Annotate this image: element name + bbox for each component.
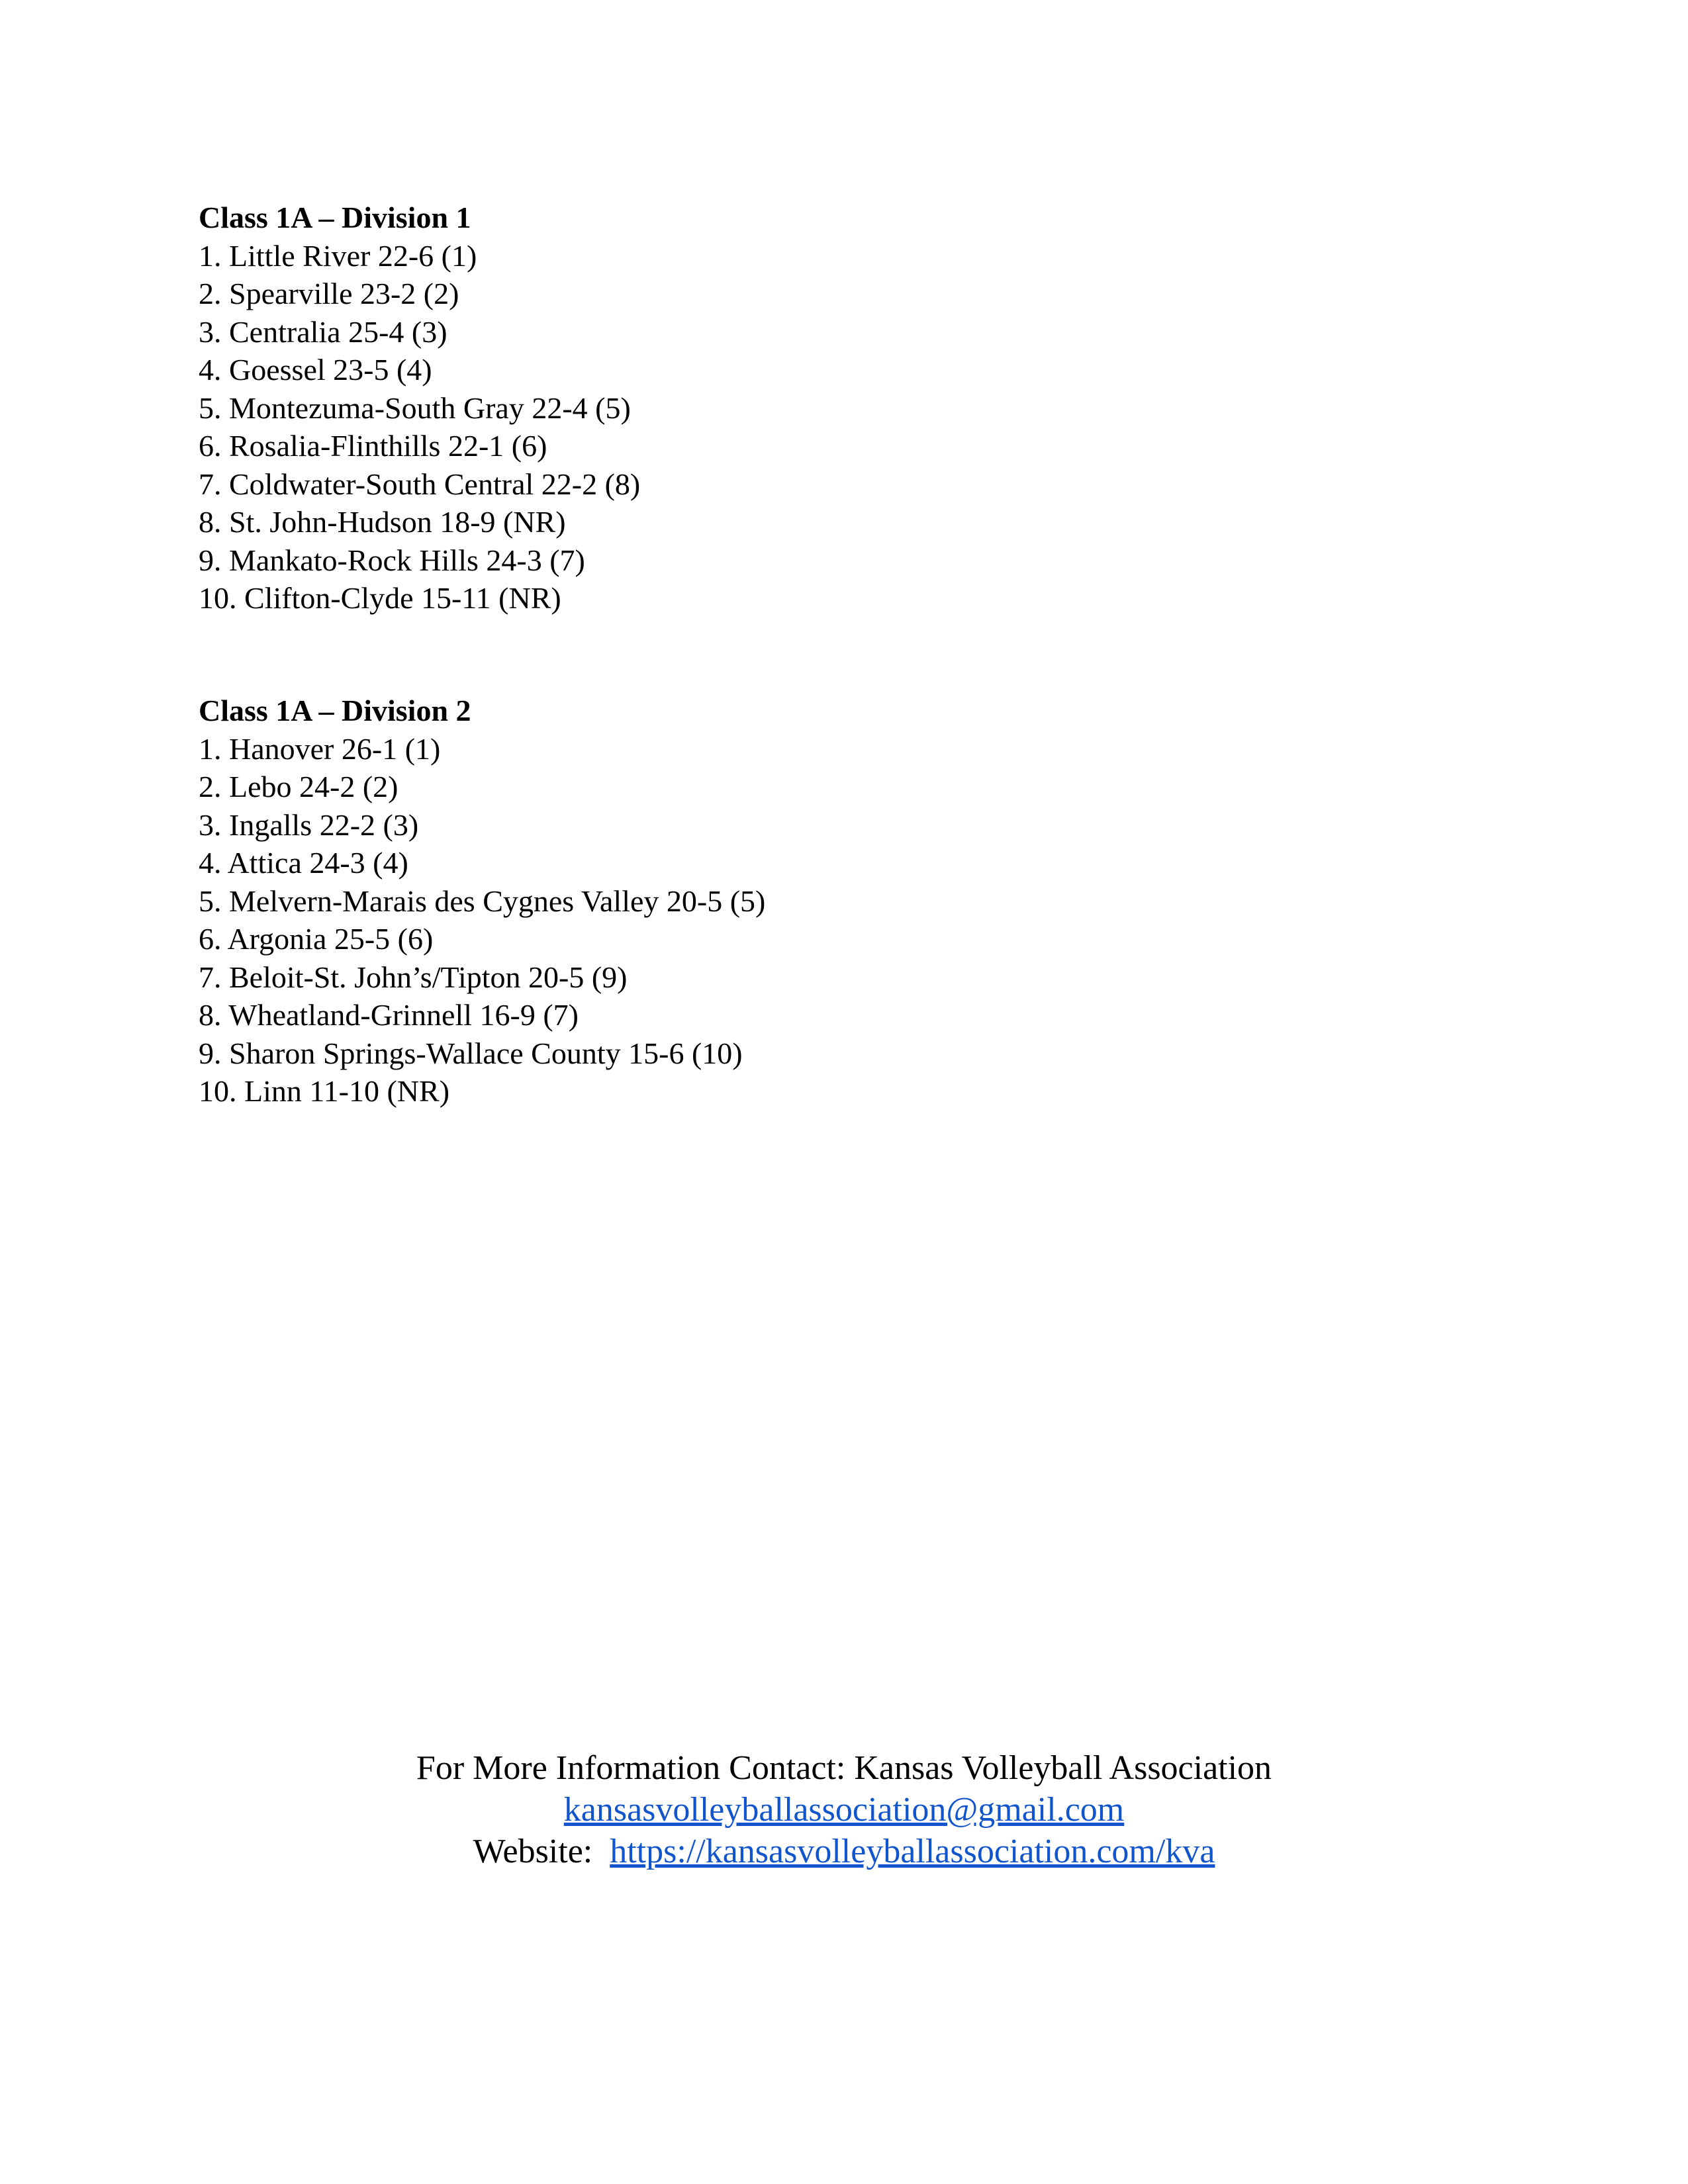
division-heading: Class 1A – Division 1 [199,201,471,234]
website-label: Website: [473,1833,610,1870]
ranking-item: 3. Ingalls 22-2 (3) [199,807,419,842]
contact-footer [0,1747,1688,1872]
ranking-item: 2. Lebo 24-2 (2) [199,770,399,803]
division-1-section [199,199,640,617]
ranking-item: 1. Hanover 26-1 (1) [199,731,441,766]
ranking-item: 10. Clifton-Clyde 15-11 (NR) [199,581,561,615]
ranking-item: 8. St. John-Hudson 18-9 (NR) [199,505,566,539]
division-heading: Class 1A – Division 2 [199,694,471,727]
ranking-item: 6. Rosalia-Flinthills 22-1 (6) [199,429,547,463]
ranking-item: 5. Melvern-Marais des Cygnes Valley 20-5 (5) [199,884,766,918]
ranking-item: 2. Spearville 23-2 (2) [199,277,459,310]
ranking-item: 9. Sharon Springs-Wallace County 15-6 (10) [199,1036,743,1070]
ranking-item: 7. Beloit-St. John’s/Tipton 20-5 (9) [199,960,628,994]
ranking-list [199,237,640,617]
ranking-item: 9. Mankato-Rock Hills 24-3 (7) [199,543,585,577]
website-link[interactable]: https://kansasvolleyballassociation.com/kva [610,1833,1215,1870]
email-line [0,1789,1688,1831]
ranking-item: 6. Argonia 25-5 (6) [199,922,434,956]
ranking-item: 8. Wheatland-Grinnell 16-9 (7) [199,998,579,1032]
contact-line: For More Information Contact: Kansas Volleyball Association [416,1749,1272,1787]
ranking-item: 1. Little River 22-6 (1) [199,238,477,273]
ranking-item: 3. Centralia 25-4 (3) [199,314,447,349]
email-link[interactable]: kansasvolleyballassociation@gmail.com [563,1791,1125,1829]
ranking-item: 7. Coldwater-South Central 22-2 (8) [199,467,641,501]
website-line [0,1831,1688,1872]
ranking-item: 5. Montezuma-South Gray 22-4 (5) [199,390,631,425]
ranking-item: 4. Goessel 23-5 (4) [199,353,432,387]
ranking-item: 10. Linn 11-10 (NR) [199,1074,450,1108]
ranking-item: 4. Attica 24-3 (4) [199,846,408,880]
division-2-section [199,692,765,1111]
ranking-list [199,730,765,1111]
